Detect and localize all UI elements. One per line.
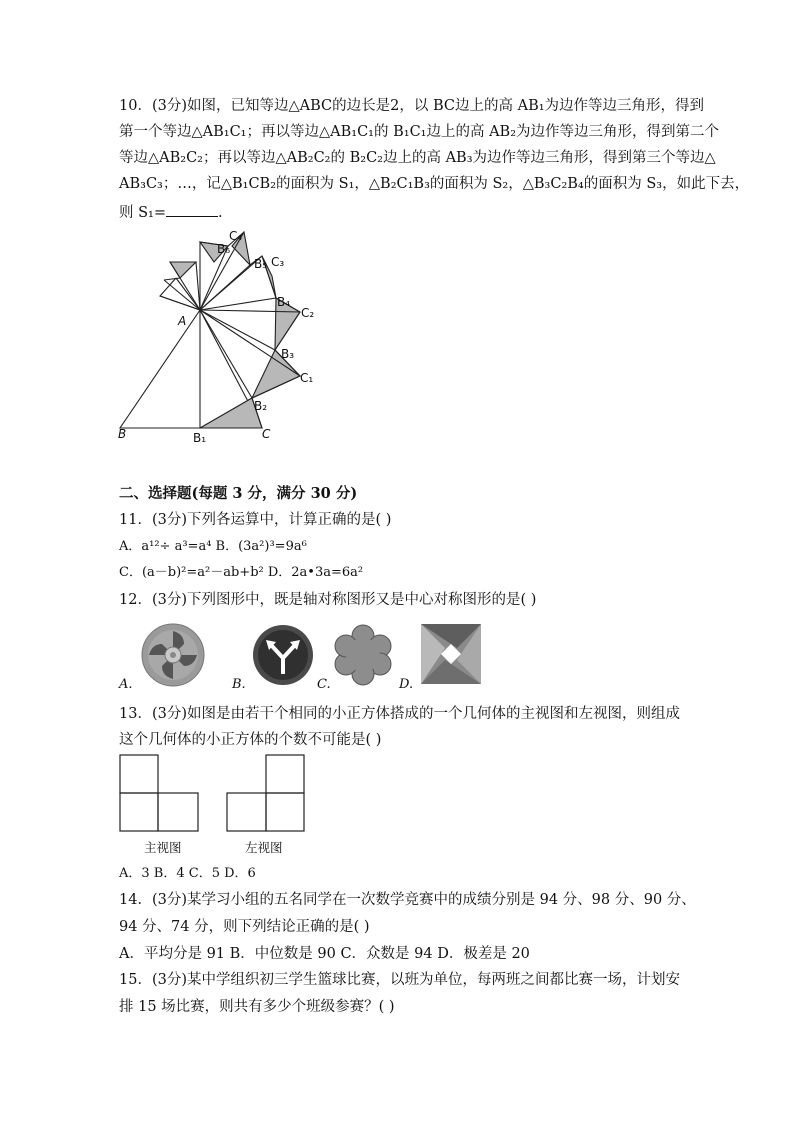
label-b1: B₁ [193, 431, 207, 445]
q10-line-2: 第一个等边△AB₁C₁；再以等边△AB₁C₁的 B₁C₁边上的高 AB₂为边作等边三角形，得到第二个 [119, 124, 720, 140]
label-b3: B₃ [281, 347, 295, 361]
q12-stem: 12．(3分)下列图形中，既是轴对称图形又是中心对称图形的是( ) [119, 592, 537, 608]
shaded-triangle-1 [200, 398, 262, 428]
q14-line-2: 94 分、74 分，则下列结论正确的是( ) [119, 919, 370, 935]
q12-label-a: A. [119, 677, 133, 692]
label-c4: C₄ [229, 229, 243, 243]
label-b4: B₄ [277, 295, 291, 309]
label-a: A [178, 314, 187, 328]
q12-option-d-square-pinwheel [421, 624, 481, 684]
q10-spiral-triangle-figure [110, 228, 330, 446]
q13-options: A．3 B．4 C．5 D．6 [119, 866, 256, 881]
label-b5: B₅ [254, 257, 268, 271]
q10-answer-blank [166, 202, 218, 217]
q13-front-view-grid [119, 754, 201, 834]
q10-line-1: 10．(3分)如图，已知等边△ABC的边长是2，以 BC边上的高 AB₁为边作等边三角形，得到 [119, 98, 705, 114]
q11-options-ab: A．a¹²÷ a³=a⁴ B．(3a²)³=9a⁶ [119, 539, 307, 554]
q10-line-4: AB₃C₃；…，记△B₁CB₂的面积为 S₁，△B₂C₁B₃的面积为 S₂，△B₃C₂B₄的面积为 S₃，如此下去， [119, 176, 750, 192]
q10-answer-prefix: 则 S₁= [119, 205, 167, 221]
label-c3: C₃ [271, 255, 285, 269]
label-c: C [262, 427, 271, 441]
section-2-heading: 二、选择题(每题 3 分，满分 30 分) [119, 485, 358, 502]
q12-label-b: B. [232, 677, 246, 692]
q14-options: A．平均分是 91 B．中位数是 90 C．众数是 94 D．极差是 20 [119, 946, 530, 962]
label-b: B [118, 427, 127, 441]
label-c1: C₁ [300, 371, 314, 385]
q13-line-1: 13．(3分)如图是由若干个相同的小正方体搭成的一个几何体的主视图和左视图，则组成 [119, 706, 680, 722]
q13-front-view-caption: 主视图 [144, 840, 182, 855]
q11-stem: 11．(3分)下列各运算中，计算正确的是( ) [119, 512, 392, 528]
q11-options-cd: C．(a－b)²=a²－ab+b² D．2a•3a=6a² [119, 565, 364, 580]
q10-line-3: 等边△AB₂C₂；再以等边△AB₂C₂的 B₂C₂边上的高 AB₃为边作等边三角形，得到第三个等边△ [119, 150, 716, 166]
q10-answer-suffix: . [218, 205, 223, 221]
q13-line-2: 这个几何体的小正方体的个数不可能是( ) [119, 732, 382, 748]
q12-label-c: C. [317, 677, 331, 692]
q13-left-view-caption: 左视图 [245, 840, 283, 855]
label-b6: B₆ [217, 242, 231, 256]
q12-option-c-flower-shape [332, 624, 394, 686]
q10-line-5 [119, 202, 223, 223]
q13-left-view-grid [226, 754, 308, 834]
shaded-triangle-7 [170, 262, 196, 278]
q14-line-1: 14．(3分)某学习小组的五名同学在一次数学竞赛中的成绩分别是 94 分、98 分、90 分、 [119, 892, 696, 908]
label-b2: B₂ [254, 399, 268, 413]
label-c2: C₂ [301, 306, 315, 320]
q12-label-d: D. [399, 677, 414, 692]
q15-line-2: 排 15 场比赛，则共有多少个班级参赛？( ) [119, 999, 395, 1015]
q15-line-1: 15．(3分)某中学组织初三学生篮球比赛，以班为单位，每两班之间都比赛一场，计划安 [119, 972, 680, 988]
q12-option-a-pinwheel-disc [140, 622, 206, 688]
q12-option-b-fork-arrow-sign [252, 624, 314, 686]
